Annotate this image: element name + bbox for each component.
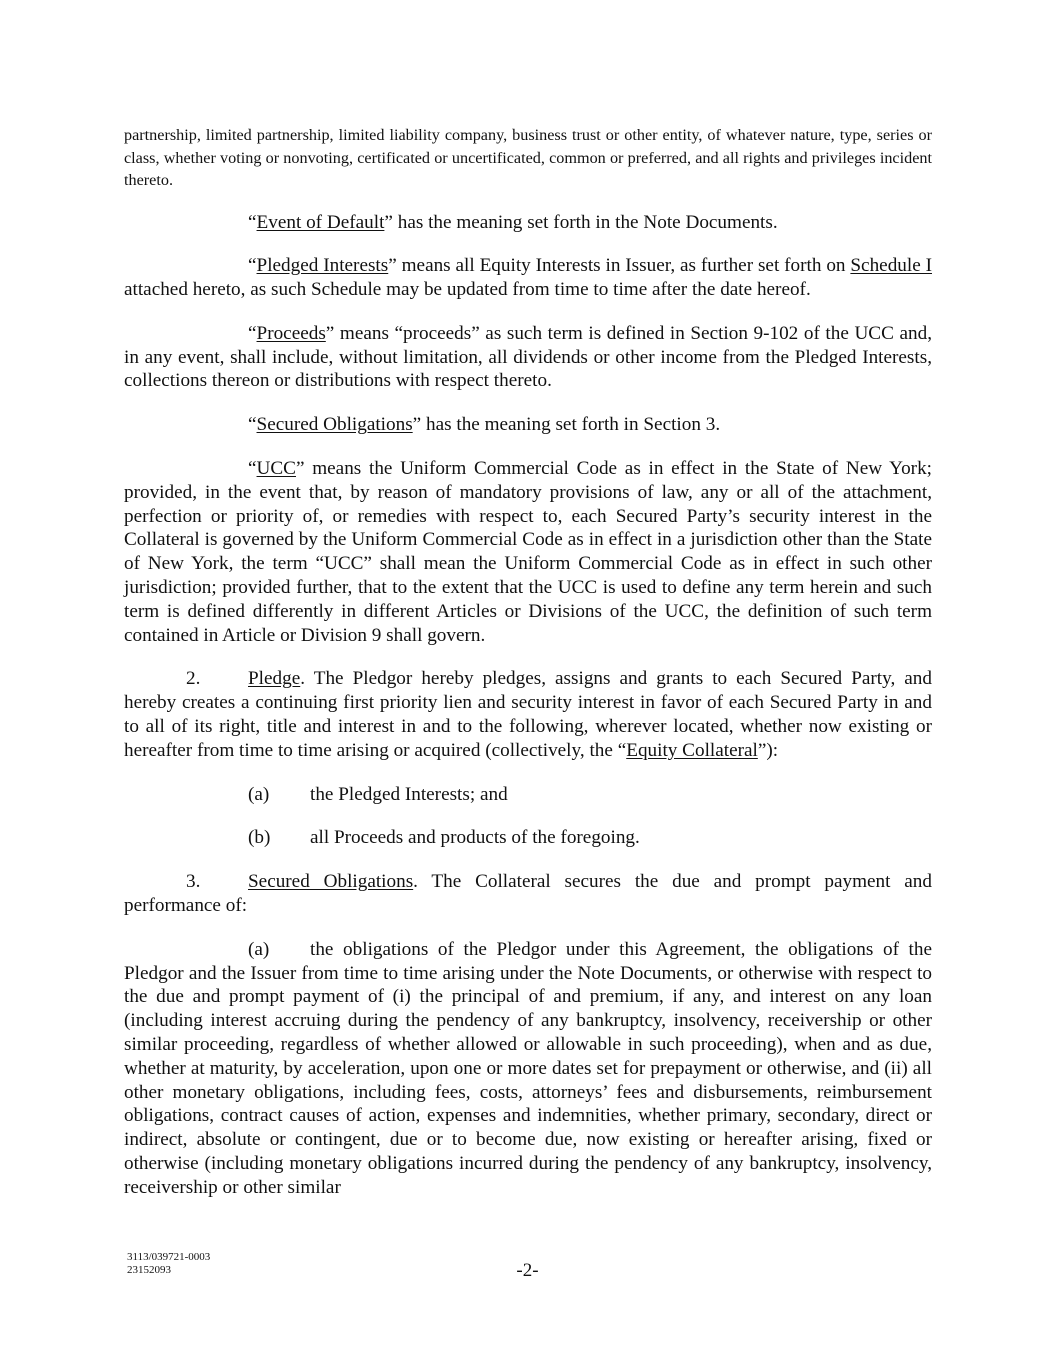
definition-text: ” has the meaning set forth in the Note Documents. [384,211,778,233]
section-number: 2. [186,668,201,690]
definition-text: ” has the meaning set forth in Section 3. [412,414,721,436]
item-label: (b) [248,827,271,849]
item-label: (a) [248,783,270,805]
item-text: the obligations of the Pledgor under this Agreement, the obligations of the Pledgor and the Issuer from time to time arising under the Note Documents, or otherwise with respect to the due and prompt payment of (i) the principal of and premium, if any, and interest on any loan (including interest accruing during the pendency of any bankruptcy, insolvency, receivership or other similar proceeding, regardless of whether allowed or allowable in such proceeding), when and as due, whether at maturity, by acceleration, upon one or more dates set for prepayment or otherwise, and (ii) all other monetary obligations, including fees, costs, attorneys’ fees and disbursements, reimbursement obligations, contract causes of action, expenses and indemnities, whether primary, secondary, direct or indirect, absolute or contingent, due or to become due, now existing or hereafter arising, fixed or otherwise (including monetary obligations incurred during the pendency of any bankruptcy, insolvency, receivership or other similar [124,938,932,1198]
defined-term: Proceeds [256,322,326,344]
document-id-line-2: 23152093 [127,1264,171,1276]
defined-term: Equity Collateral [626,739,758,761]
defined-term: Pledged Interests [256,255,389,277]
open-quote: “ [248,255,257,277]
section-number: 3. [186,871,201,893]
open-quote: “ [248,458,257,480]
item-text: all Proceeds and products of the foregoing. [310,827,640,849]
section-2-item-b [124,826,932,850]
page-number: -2- [516,1260,539,1281]
defined-term: Secured Obligations [256,414,413,436]
schedule-reference: Schedule I [850,255,932,277]
document-id-line-1: 3113/039721-0003 [127,1251,211,1263]
section-3-secured-obligations [124,870,932,918]
open-quote: “ [248,414,257,436]
definition-secured-obligations [124,413,932,437]
defined-term: Event of Default [256,211,385,233]
section-2-pledge [124,667,932,762]
section-text-close: ”): [757,739,779,761]
definition-text: ” means the Uniform Commercial Code as in effect in the State of New York; provided, in the event that, by reason of mandatory provisions of law, any or all of the attachment, perfection or priority of, or remedies with respect to, each Secured Party’s security interest in the Collateral is governed by the Uniform Commercial Code as in effect in a jurisdiction other than the State of New York, the term “UCC” shall mean the Uniform Commercial Code as in effect in such other jurisdiction; provided further, that to the extent that the UCC is used to define any term herein and such term is defined differently in different Articles or Divisions of the UCC, the definition of such term contained in Article or Division 9 shall govern. [124,458,932,646]
item-label: (a) [248,938,270,960]
open-quote: “ [248,322,257,344]
section-heading: Secured Obligations [248,871,414,893]
definition-text-rest: attached hereto, as such Schedule may be updated from time to time after the date hereof. [124,279,811,301]
open-quote: “ [248,211,257,233]
section-text: . The Pledgor hereby pledges, assigns and grants to each Secured Party, and hereby creates a continuing first priority lien and security interest in favor of each Secured Party in and to all of its right, title and interest in and to the following, wherever located, whether now existing or hereafter from time to time arising or acquired (collectively, the “ [124,668,932,761]
page-body [124,124,932,1220]
definition-event-of-default [124,211,932,235]
definition-proceeds [124,322,932,393]
defined-term: UCC [256,458,296,480]
definition-pledged-interests [124,254,932,302]
section-heading: Pledge [248,668,301,690]
definition-ucc [124,457,932,647]
section-text: . The Collateral secures the due and prompt payment and performance of: [124,871,932,917]
item-text: the Pledged Interests; and [310,783,508,805]
definition-text: ” means “proceeds” as such term is defined in Section 9-102 of the UCC and, in any event, shall include, without limitation, all dividends or other income from the Pledged Interests, collections thereon or distributions with respect thereto. [124,322,932,392]
section-2-item-a [124,783,932,807]
lead-paragraph: partnership, limited partnership, limited liability company, business trust or other entity, of whatever nature, type, series or class, whether voting or nonvoting, certificated or uncertificated, common or preferred, and all rights and privileges incident thereto. [124,126,932,189]
definition-text: ” means all Equity Interests in Issuer, as further set forth on [388,255,851,277]
section-3-item-a [124,938,932,1200]
